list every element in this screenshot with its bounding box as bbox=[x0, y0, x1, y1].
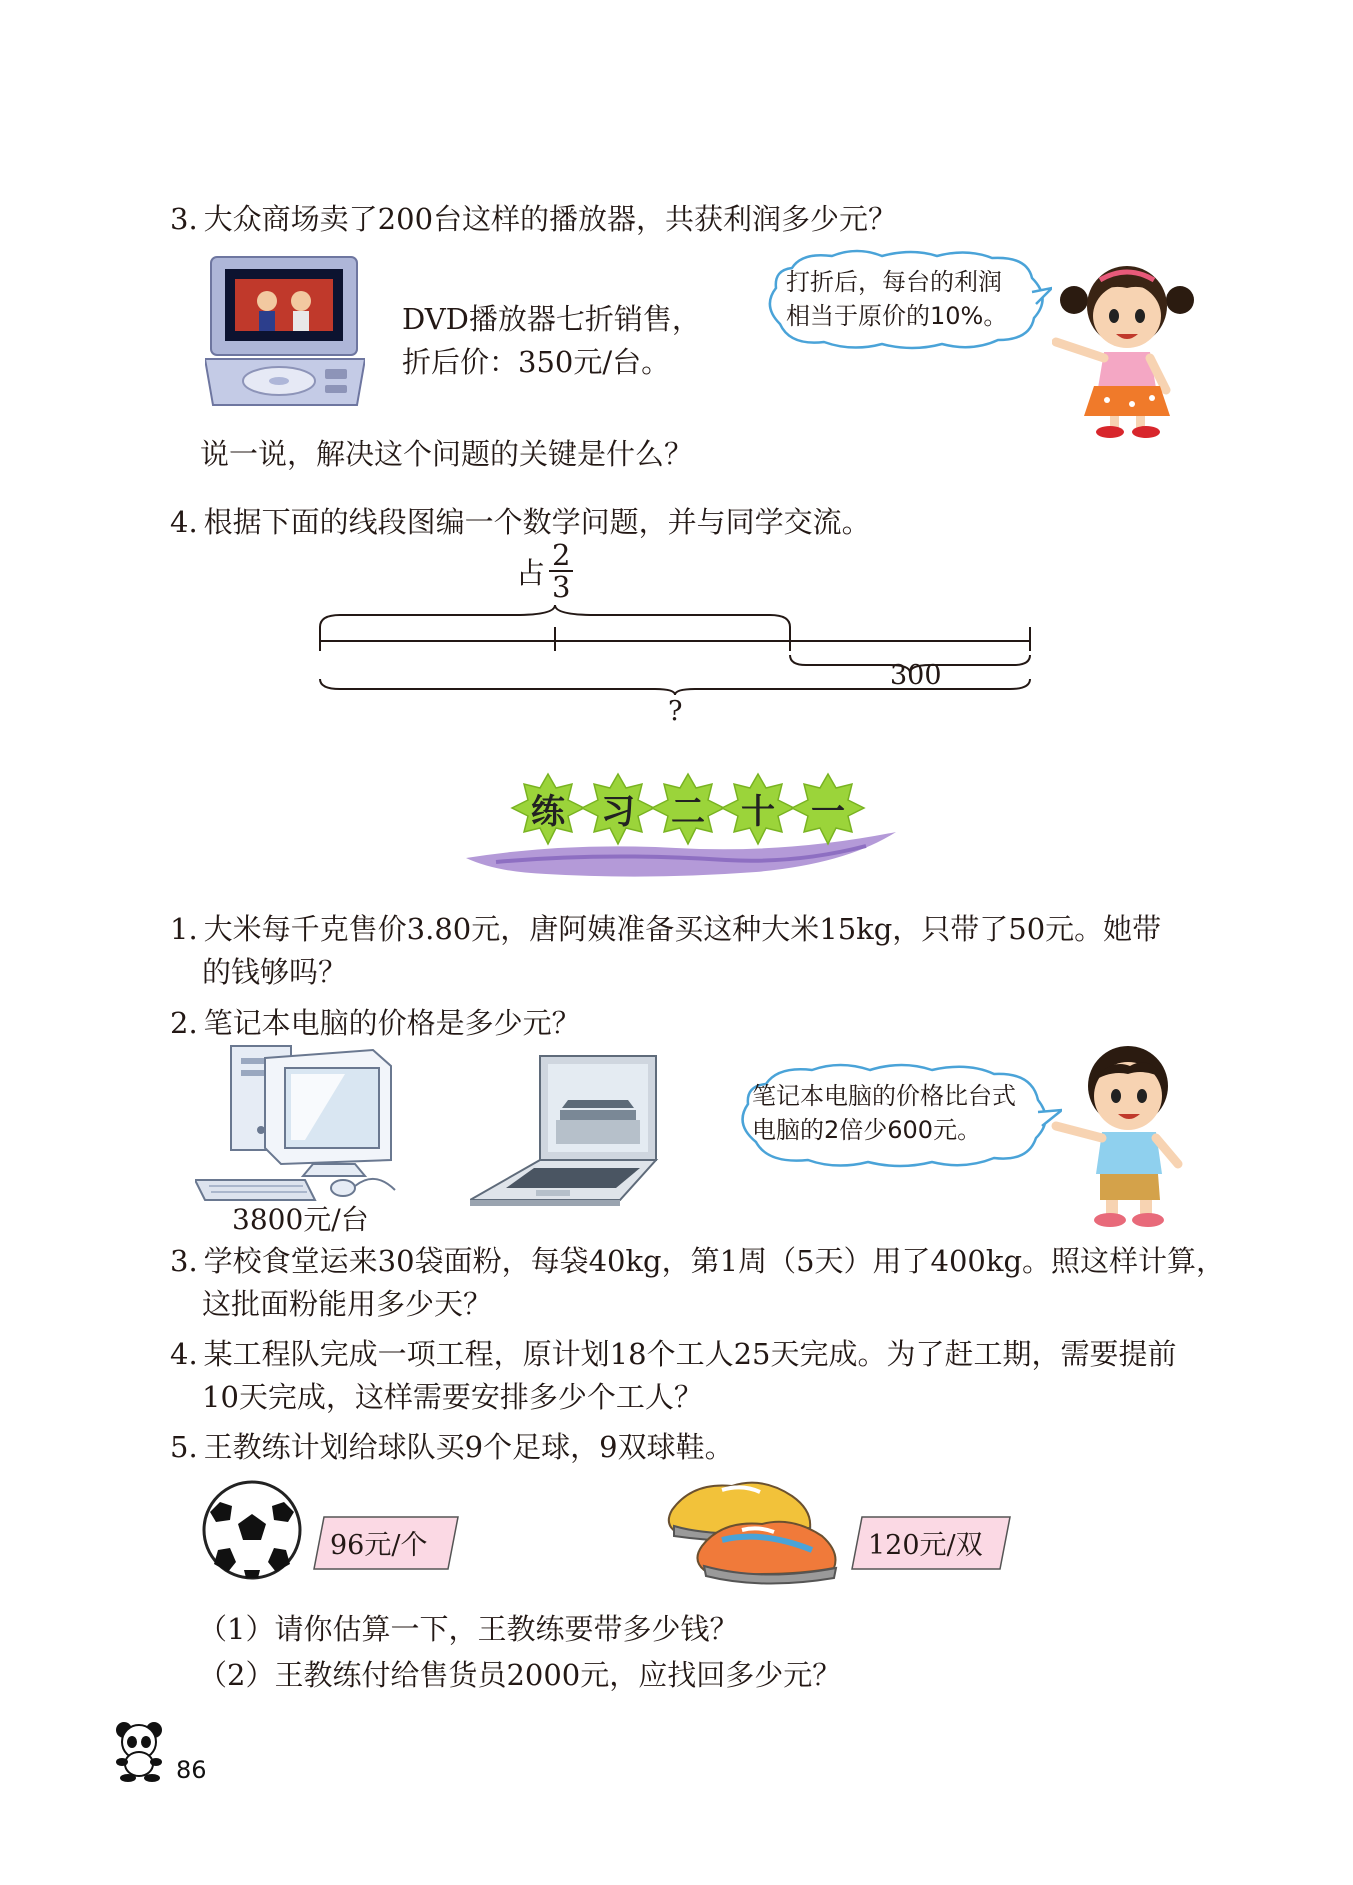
exercise-title-char-3: 二 bbox=[671, 791, 705, 832]
diagram-total: ? bbox=[668, 696, 683, 727]
question-text: 大众商场卖了200台这样的播放器，共获利润多少元？ bbox=[203, 202, 898, 236]
ball-price: 96元/个 bbox=[330, 1530, 428, 1561]
question-4-top bbox=[170, 503, 871, 541]
dvd-player-image bbox=[205, 255, 365, 410]
desktop-computer-image bbox=[195, 1040, 405, 1202]
diagram-right-value: 300 bbox=[890, 660, 942, 691]
question-number: 1. bbox=[170, 912, 198, 946]
question-text: 笔记本电脑的价格是多少元？ bbox=[203, 1006, 581, 1040]
exercise-title-char-4: 十 bbox=[741, 791, 775, 832]
boy-bubble-line-2: 电脑的2倍少600元。 bbox=[752, 1116, 982, 1144]
exercise-title-char-2: 习 bbox=[601, 791, 635, 832]
boy-character-image bbox=[1050, 1040, 1200, 1230]
fraction-numerator: 2 bbox=[549, 540, 573, 572]
question-number: 4. bbox=[170, 1337, 198, 1371]
dvd-line-2: 折后价：350元/台。 bbox=[402, 345, 671, 379]
shoe-price: 120元/双 bbox=[868, 1530, 983, 1561]
question-number: 5. bbox=[170, 1430, 198, 1464]
shoes-image bbox=[662, 1470, 842, 1590]
exercise-question-3-cont: 这批面粉能用多少天？ bbox=[202, 1287, 493, 1321]
page-number: 86 bbox=[176, 1756, 207, 1784]
exercise-question-4 bbox=[170, 1335, 1176, 1373]
question-3-top bbox=[170, 200, 897, 238]
laptop-image bbox=[470, 1050, 660, 1206]
question-text-line-1: 大米每千克售价3.80元，唐阿姨准备买这种大米15kg，只带了50元。她带 bbox=[203, 912, 1162, 946]
fraction-label bbox=[516, 540, 573, 602]
panda-icon bbox=[112, 1720, 168, 1782]
fraction bbox=[549, 540, 573, 602]
girl-character-image bbox=[1052, 258, 1202, 438]
girl-bubble-line-2: 相当于原价的10%。 bbox=[786, 302, 1008, 330]
exercise-question-2 bbox=[170, 1004, 581, 1042]
exercise-question-3 bbox=[170, 1242, 1225, 1280]
exercise-question-1 bbox=[170, 910, 1161, 948]
question-number: 2. bbox=[170, 1006, 198, 1040]
zhan-label: 占 bbox=[516, 555, 546, 590]
question-number: 3. bbox=[170, 1244, 198, 1278]
soccer-ball-image bbox=[200, 1478, 304, 1582]
question-text-line-1: 学校食堂运来30袋面粉，每袋40kg，第1周（5天）用了400kg。照这样计算， bbox=[203, 1244, 1226, 1278]
sub-question-1: （1）请你估算一下，王教练要带多少钱？ bbox=[198, 1612, 739, 1646]
question-text: 根据下面的线段图编一个数学问题，并与同学交流。 bbox=[203, 505, 871, 539]
fraction-denominator: 3 bbox=[552, 570, 571, 604]
question-text-line-1: 某工程队完成一项工程，原计划18个工人25天完成。为了赶工期，需要提前 bbox=[203, 1337, 1177, 1371]
girl-bubble-line-1: 打折后，每台的利润 bbox=[786, 268, 1002, 296]
question-number: 4. bbox=[170, 505, 198, 539]
sub-question-2: （2）王教练付给售货员2000元，应找回多少元？ bbox=[198, 1658, 842, 1692]
dvd-line-1: DVD播放器七折销售， bbox=[402, 302, 701, 336]
desktop-price: 3800元/台 bbox=[232, 1203, 369, 1236]
boy-bubble-line-1: 笔记本电脑的价格比台式 bbox=[752, 1082, 1016, 1110]
exercise-title-char-1: 练 bbox=[531, 791, 565, 832]
exercise-question-1-cont: 的钱够吗？ bbox=[202, 955, 348, 989]
exercise-question-5 bbox=[170, 1428, 734, 1466]
question-number: 3. bbox=[170, 202, 198, 236]
exercise-question-4-cont: 10天完成，这样需要安排多少个工人？ bbox=[202, 1380, 703, 1414]
exercise-title-char-5: 一 bbox=[811, 791, 845, 832]
question-text: 王教练计划给球队买9个足球，9双球鞋。 bbox=[203, 1430, 734, 1464]
discuss-line: 说一说，解决这个问题的关键是什么？ bbox=[200, 437, 694, 471]
